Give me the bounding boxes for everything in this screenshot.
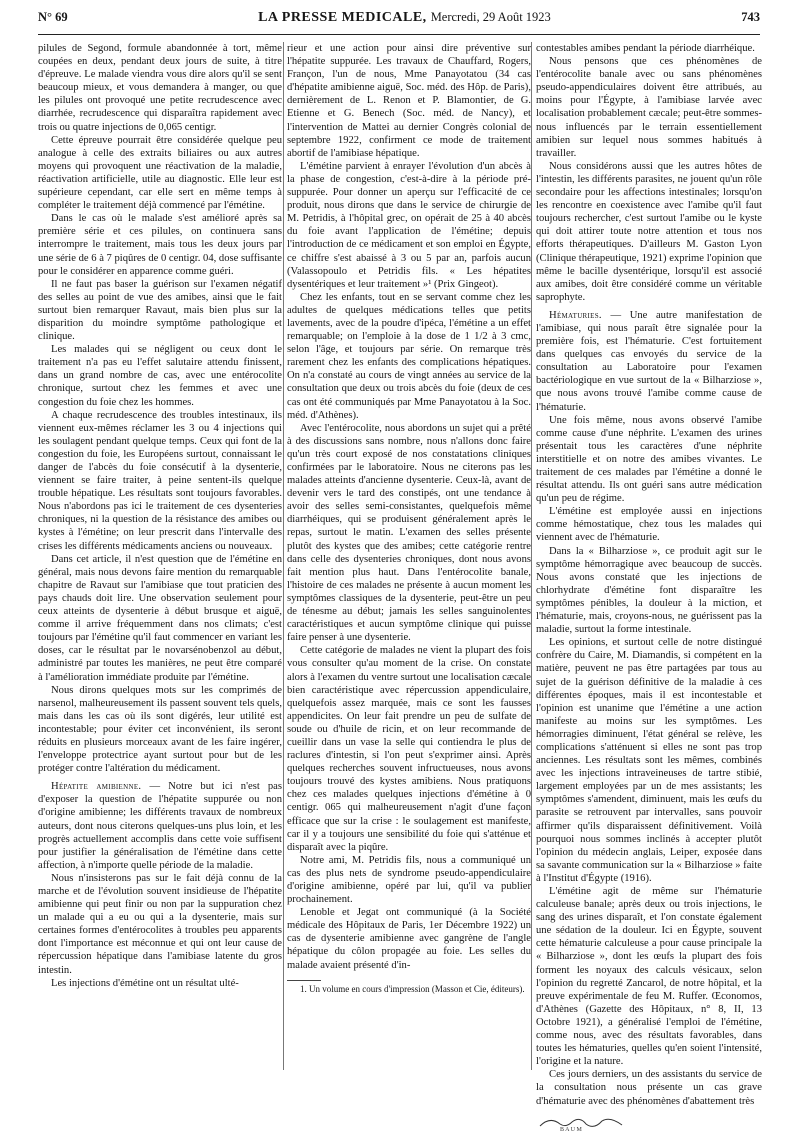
running-header xyxy=(38,10,760,32)
paragraph: Chez les enfants, tout en se servant comme chez les adultes de quelques médications telles que petits lavements, avec de la poudre d'ipéca, l'émétine a un effet remarquable; on l'emploie à la dose de 1 1/2 à 3 cmc, selon l'âge, et toujours par série. On remarque très rarement chez les enfants des complications hépatiques. On n'a constaté au cours de vingt années au service de la consultation que deux ou trois abcès du foie (deux de ces cas ont été communiqués par Mme Panayotatou à la Soc. méd. d'Athènes). xyxy=(287,291,531,421)
paragraph: Lenoble et Jegat ont communiqué (à la Société médicale des Hôpitaux de Paris, 1er Décembre 1922) un cas de dysenterie amibienne avec gangrène de l'angle hépatique du côlon propagée au foie. Les selles du malade avaient présenté d'in- xyxy=(287,907,531,971)
paragraph: Nous dirons quelques mots sur les comprimés de narsenol, malheureusement ils passent souvent tels quels, mais dans les cas où ils sont digérés, leur utilité est incontestable; pour éviter cet inconvénient, ils seront réduits en plusieurs morceaux avant de les faire ingérer, l'enveloppe protectrice ayant surtout pour but de les protéger contre l'altération du médicament. xyxy=(38,684,282,775)
paragraph: pilules de Segond, formule abandonnée à tort, même coupées en deux, pendant deux jours de suite, à titre d'épreuve. Le malade viendra vous dire alors qu'il se sent beaucoup mieux, et vous demandera à manger, ou que les pilules ont provoqué une petite recrudescence avec diarrhée, recrudescence qui disparaîtra rapidement avec trois ou quatre injections de 0,065 centigr. xyxy=(38,43,282,133)
paragraph: Les malades qui se négligent ou ceux dont le traitement n'a pas eu l'effet salutaire attendu finissent, dans un grand nombre de cas, avec une entérocolite chronique, surtout chez les femmes et avec une congestion du foie chez les hommes. xyxy=(38,344,282,408)
issue-number: N° 69 xyxy=(38,10,68,24)
column-divider xyxy=(531,42,532,1070)
printer-ornament-icon xyxy=(536,1114,626,1132)
paragraph: Nous considérons aussi que les autres hôtes de l'intestin, les différents parasites, ne jouent qu'un rôle secondaire pour les affections intestinales; lorsqu'on les rencontre en coexistence avec l'amibe qu'il faut toujours rechercher, c'est surtout l'amibe ou le kyste qui doit attirer toute notre attention et tous nos efforts thérapeutiques. D'ailleurs M. Gaston Lyon (Clinique thérapeutique, 1921) exprime l'opinion que même le bacille dysentérique, lorsqu'il est associé aux amibes, doit être considéré comme un véritable saprophyte. xyxy=(536,160,762,303)
paragraph: Nous n'insisterons pas sur le fait déjà connu de la marche et de l'évolution souvent insidieuse de l'hépatite amibienne qui peut finir ou non par la suppuration chez un malade qui a eu ou qui a la dysenterie, mais sur certaines formes d'entérocolites à troubles peu apparents dont l'importance est méconnue et qui ont leur cause de répercussion hépatique dans l'amibiase latente du gros intestin. xyxy=(38,872,282,976)
header-rule xyxy=(38,34,760,35)
paragraph: Dans cet article, il n'est question que de l'émétine en général, mais nous devons faire mention du remarquable chapitre de Ravaut sur l'amibiase que tout praticien des pays chauds doit lire. Une observation seulement pour ceux atteints de dysenterie à début brusque et aiguë, comme il arrive fréquemment dans nos climats; c'est toujours par l'émétine qu'il faut commencer en variant les doses, car le résultat par le novarsénobenzol au début, administré par toutes les manières, ne peut être comparé à l'amélioration immédiate produite par l'émétine. xyxy=(38,553,282,683)
paragraph: Cette épreuve pourrait être considérée quelque peu analogue à celle des extraits biliaires ou aux autres moyens qui provoquent une réactivation de la maladie, réactivation artificielle, utile au diagnostic. Elle leur est supérieure cependant, car elle sert en même temps à compléter le traitement déjà commencé par l'émétine. xyxy=(38,134,282,212)
journal-name: LA PRESSE MEDICALE, xyxy=(258,10,427,25)
issue-date: Mercredi, 29 Août 1923 xyxy=(430,10,551,24)
section-paragraph-hematuries: Hématuries. — Une autre manifestation de l'amibiase, qui nous paraît être signalée pour la première fois, est l'hématurie. C'est fortuitement dans quelques cas envoyés du service de la consultation au Laboratoire pour l'examen bactériologique en vue surtout de la « Bilharziose », que nous avons trouvé l'amibe comme cause de l'hématurie. xyxy=(536,309,762,413)
column-2 xyxy=(287,42,531,1072)
paragraph: Ces jours derniers, un des assistants du service de la consultation nous présente un cas grave d'hématurie avec des phénomènes d'abattement très xyxy=(536,1069,762,1107)
ornament-text: B A U M xyxy=(560,1126,582,1133)
paragraph: Dans la « Bilharziose », ce produit agit sur le symptôme hémorragique avec beaucoup de succès. Nous avons constaté que les injections de chlorhydrate d'émétine font disparaître les symptômes pénibles, la douleur à la miction, et l'hématurie, mais, croyons-nous, ne guérissent pas la maladie, surtout la forme intestinale. xyxy=(536,545,762,636)
paragraph: Les injections d'émétine ont un résultat ulté- xyxy=(51,977,239,989)
footnote-rule xyxy=(287,980,321,981)
column-3 xyxy=(536,42,762,1133)
paragraph: Les opinions, et surtout celle de notre distingué confrère du Caire, M. Diamandis, si compétent en la matière, peuvent ne pas être partagées par tous au sujet de la guérison définitive de la maladie à ces différentes époques, mais il est incontestable et l'opinion est unanime que l'émétine a une action manifeste au moins sur les symptômes. Les hémorragies diminuent, l'état général se relève, les complications s'atténuent si elles ne sont pas trop anciennes. Les résultats sont les mêmes, combinés avec les injections intraveineuses de tartre stibié, largement employées par un de mes assistants; les symptômes s'amendent, diminuent, mais les œufs du parasite se retrouvent par intervalles, sans pouvoir affirmer qu'ils disparaissent définitivement. Voilà pourquoi nous sommes inclinés à accepter plutôt l'opinion du médecin anglais, Leiper, exposée dans sa savante communication sur la « Bilharziose » faite à l'Institut d'Égypte (1916). xyxy=(536,637,762,884)
paragraph: Une fois même, nous avons observé l'amibe comme cause d'une néphrite. L'examen des urines présentait tous les caractères d'une néphrite interstitielle et on notre des amibes vivantes. Le traitement de ces malades par l'émétine a donné le résultat attendu. Ils ont guéri sans autre médication qu'un peu de régime. xyxy=(536,414,762,505)
paragraph: contestables amibes pendant la période diarrhéique. xyxy=(536,43,755,54)
page-number: 743 xyxy=(741,10,760,24)
paragraph: L'émétine agit de même sur l'hématurie calculeuse banale; après deux ou trois injections, le sang des urines disparaît, et l'on constate également une sédation de la douleur. Ici en Égypte, souvent cette hématurie calculeuse a pour cause principale la « Bilharziose », dont les œufs la plupart des fois forment les noyaux des calculs vésicaux, selon l'opinion du regretté Zancarol, de notre hôpital, et la preuve expérimentale de feu M. Ruffer. Œconomos, d'Athènes (Gazette des Hôpitaux, n° 8, II, 13 Octobre 1921), a généralisé l'emploi de l'émétine, comme nous, avec des résultats favorables, dans toutes les hématuries, quelles qu'en soient l'intensité, l'origine et la nature. xyxy=(536,886,762,1068)
section-heading: Hépatite amibienne. xyxy=(51,781,142,793)
paragraph: Nous pensons que ces phénomènes de l'entérocolite banale avec ou sans phénomènes pseudo-appendiculaires doivent être attribués, au moins pour l'Égypte, à l'amibiase larvée avec localisation probablement cæcale; peut-être sommes-nous influencés par le terrain essentiellement amibien sur lequel nous sommes habitués à travailler. xyxy=(536,56,762,159)
section-heading: Hématuries. xyxy=(549,309,602,321)
paragraph: Dans le cas où le malade s'est amélioré après sa première série et ces pilules, on continuera sans interrompre le traitement, mais tous les deux jours par une série de 6 à 7 piqûres de 0 centigr. 04, dose suffisante pour le considérer en apparence comme guéri. xyxy=(38,213,282,277)
paragraph: rieur et une action pour ainsi dire préventive sur l'hépatite suppurée. Les travaux de Chauffard, Rogers, Françon, l'un de nous, Mme Panayotatou (34 cas d'hépatite amibienne aiguë, Soc. méd. des Hôp. de Paris), dernièrement de L. Renon et P. Blamontier, de G. Etienne et G. Benech (Soc. méd. de Nancy), et l'intervention de Mattei au dernier Congrès colonial de septembre 1922, confirment ce mode de traitement abortif de l'amibiase hépatique. xyxy=(287,43,531,159)
paragraph: Cette catégorie de malades ne vient la plupart des fois vous consulter qu'au moment de la crise. On constate alors à l'examen du ventre surtout une localisation cæcale bien caractéristique avec répercussion appendiculaire, quelquefois assez marquée, mais ce sont les fausses appendicites. On leur fait prendre un peu de sulfate de soude ou d'huile de ricin, et on leur recommande de cueillir dans un vase la selle qui contiendra le plus de raclures d'intestin, si l'on peut s'exprimer ainsi. Après quelques recherches souvent infructueuses, nous avons toujours trouvé des kystes amibiens. Nous pratiquons chez ces malades quelques injections d'émétine à 0 centigr. 065 qui malheureusement n'agit d'une façon efficace que sur la crise : le soulagement est manifeste, car il y a toujours une sensibilité du foie qui s'atténue et disparaît avec la piqûre. xyxy=(287,645,531,853)
column-1 xyxy=(38,42,282,1072)
paragraph: L'émétine est employée aussi en injections comme hémostatique, chez tous les malades qui viennent avec de l'hématurie. xyxy=(536,506,762,544)
paragraph: L'émétine parvient à enrayer l'évolution d'un abcès à la phase de congestion, c'est-à-dire à la période pré-suppurée. Pour donner un aperçu sur l'efficacité de ce produit, nous dirons que dans le service de chirurgie de M. Petridis, à l'hôpital grec, on opérait de 25 à 40 abcès du foie avant l'application de l'émétine; depuis l'introduction de ce médicament et son emploi en Égypte, ce chiffre s'est abaissé à 3 ou 5 par an, parfois aucun (Valassopoulo et Petridis fils. « Les hépatites dysentériques et leur traitement »¹ (Prix Gingeot). xyxy=(287,160,531,290)
journal-title xyxy=(258,10,551,26)
paragraph: A chaque recrudescence des troubles intestinaux, ils viennent eux-mêmes réclamer les 3 ou 4 injections qui les soulagent pendant quelque temps. Ceux qui font de la congestion du foie, les Européens surtout, connaissant le danger de l'abcès du foie consécutif à la dysenterie, viennent se faire traiter, à peine sentent-ils quelque trouble hépatique. Les résultats sont toujours favorables. Nous n'abordons pas ici le traitement de ces dysenteries chroniques, ni la question de la résistance des amibes ou kystes à l'émétine; on leur prescrit dans l'intervalle des crises les différents médicaments anciens ou nouveaux. xyxy=(38,409,282,552)
paragraph: Notre ami, M. Petridis fils, nous a communiqué un cas des plus nets de syndrome pseudo-appendiculaire d'origine amibienne, opéré par lui, qu'il va publier prochainement. xyxy=(287,854,531,906)
section-paragraph-hepatite: Hépatite amibienne. — Notre but ici n'est pas d'exposer la question de l'hépatite suppurée ou non d'origine amibienne; les différents travaux de nombreux auteurs, dont nous citerons quelques-uns plus loin, et les progrès actuellement accomplis dans cette voie suffisent pour justifier la généralisation de l'émétine dans cette affection, à n'importe quelle période de la maladie. xyxy=(38,781,282,871)
paragraph: Il ne faut pas baser la guérison sur l'examen négatif des selles au point de vue des amibes, ainsi que le fait surtout bien remarquer Ravaut, mais bien plus sur la disparition du moindre symptôme pathologique et clinique. xyxy=(38,278,282,343)
column-divider xyxy=(283,42,284,1070)
paragraph: Avec l'entérocolite, nous abordons un sujet qui a prêté à des discussions sans nombre, nous n'allons donc faire qu'un très court exposé de nos constatations cliniques confirmées par le laboratoire. Nous ne citerons pas les malades atteints d'ancienne dysenterie. Ceux-là, avant de devenir vers le tard des constipés, ont une tendance à avoir des selles semi-consistantes, quelquefois même diarrhéiques, qui se produisent généralement après le repas, surtout le matin. L'examen des selles présente plutôt des kystes que des amibes; cette catégorie rentre dans celle des dysenteries chroniques, dont nous avons fait mention plus haut. Dans l'entérocolite banale, l'histoire de ces malades ne présente à aucun moment les symptômes classiques de la dysenterie, peut-être un peu de ténesme au début; jamais les selles sanguinolentes caractéristiques et aucun symptôme clinique qui puisse faire penser à une dysenterie. xyxy=(287,422,531,644)
footnote: 1. Un volume en cours d'impression (Masson et Cie, éditeurs). xyxy=(300,983,525,994)
